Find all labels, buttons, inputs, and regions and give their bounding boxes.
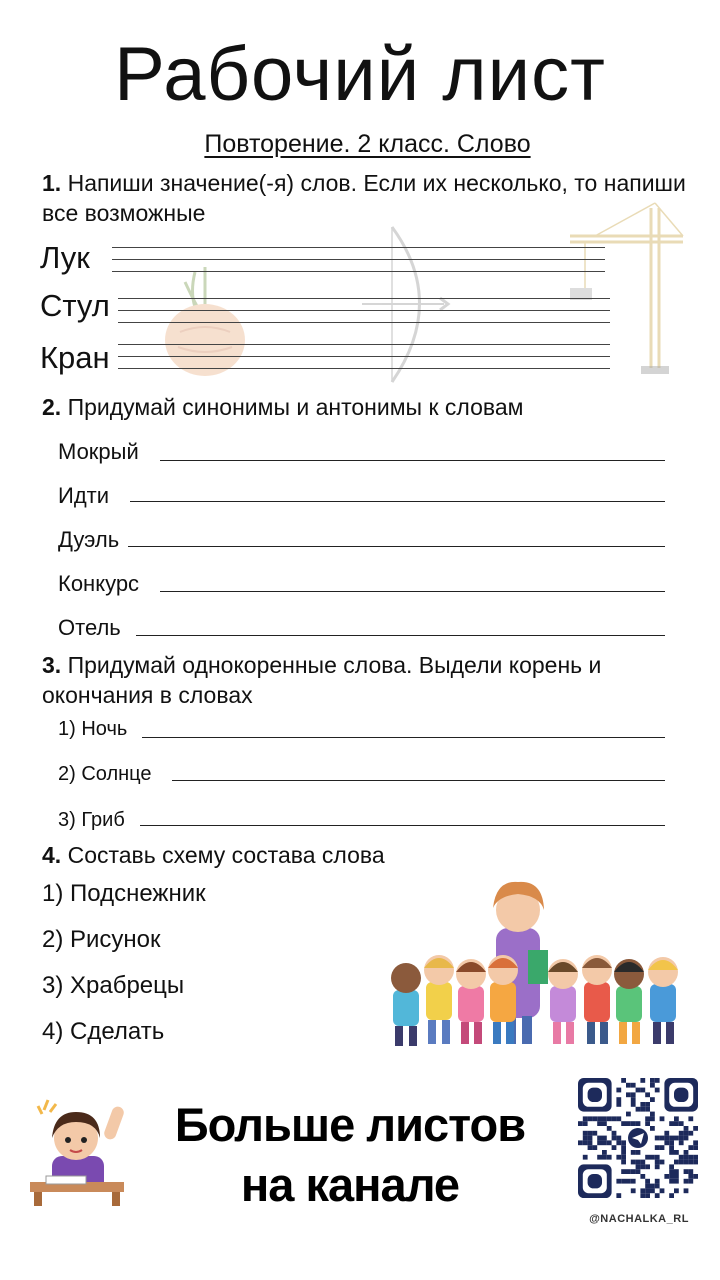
answer-line[interactable] (118, 368, 610, 369)
task-text: Напиши значение(-я) слов. Если их несколько, то напиши все возможные (42, 170, 686, 226)
word-otel: Отель (58, 615, 121, 640)
word-idti: Идти (58, 483, 110, 508)
answer-line[interactable] (140, 825, 665, 826)
item-khrabretsy: 3) Храбрецы (42, 972, 185, 999)
item-risunok: 2) Рисунок (42, 926, 161, 953)
task-number: 3. (42, 652, 62, 678)
answer-line[interactable] (160, 460, 665, 461)
task-4-heading (42, 840, 692, 870)
item-podsnezhnik: 1) Подснежник (42, 880, 206, 907)
answer-line[interactable] (112, 259, 605, 260)
promo-text (140, 1095, 560, 1215)
answer-line[interactable] (112, 271, 605, 272)
kids-teacher-illustration (378, 878, 688, 1050)
answer-line[interactable] (118, 298, 610, 299)
task-text: Составь схему состава слова (67, 842, 385, 868)
item-noch: 1) Ночь (58, 718, 128, 740)
task-text: Придумай однокоренные слова. Выдели корень и окончания в словах (42, 652, 602, 708)
task-number: 4. (42, 842, 62, 868)
item-sdelat: 4) Сделать (42, 1018, 165, 1045)
crane-illustration (565, 198, 685, 378)
answer-line[interactable] (118, 322, 610, 323)
answer-line[interactable] (136, 635, 665, 636)
task-number: 1. (42, 170, 62, 196)
task-text: Придумай синонимы и антонимы к словам (67, 394, 524, 420)
answer-line[interactable] (142, 737, 665, 738)
promo-line-1: Больше листов (174, 1098, 526, 1151)
answer-line[interactable] (128, 546, 665, 547)
task-3-heading (42, 650, 692, 710)
word-kran: Кран (40, 340, 110, 375)
answer-line[interactable] (130, 501, 665, 502)
promo-line-2: на канале (240, 1158, 460, 1211)
word-konkurs: Конкурс (58, 571, 140, 596)
answer-line[interactable] (160, 591, 665, 592)
answer-line[interactable] (118, 356, 610, 357)
student-illustration (12, 1098, 132, 1208)
page-subtitle: Повторение. 2 класс. Слово (204, 130, 531, 158)
channel-handle: @NACHALKA_RL (589, 1213, 689, 1225)
qr-code[interactable] (578, 1078, 698, 1198)
answer-line[interactable] (172, 780, 665, 781)
task-2-heading (42, 392, 692, 422)
page-title: Рабочий лист (114, 32, 606, 117)
answer-line[interactable] (118, 344, 610, 345)
item-solntse: 2) Солнце (58, 763, 152, 785)
answer-line[interactable] (118, 310, 610, 311)
word-stul: Стул (40, 288, 110, 323)
word-duel: Дуэль (58, 527, 120, 552)
item-grib: 3) Гриб (58, 809, 125, 831)
answer-line[interactable] (112, 247, 605, 248)
word-mokryi: Мокрый (58, 439, 139, 464)
word-luk: Лук (40, 240, 90, 275)
task-number: 2. (42, 394, 62, 420)
